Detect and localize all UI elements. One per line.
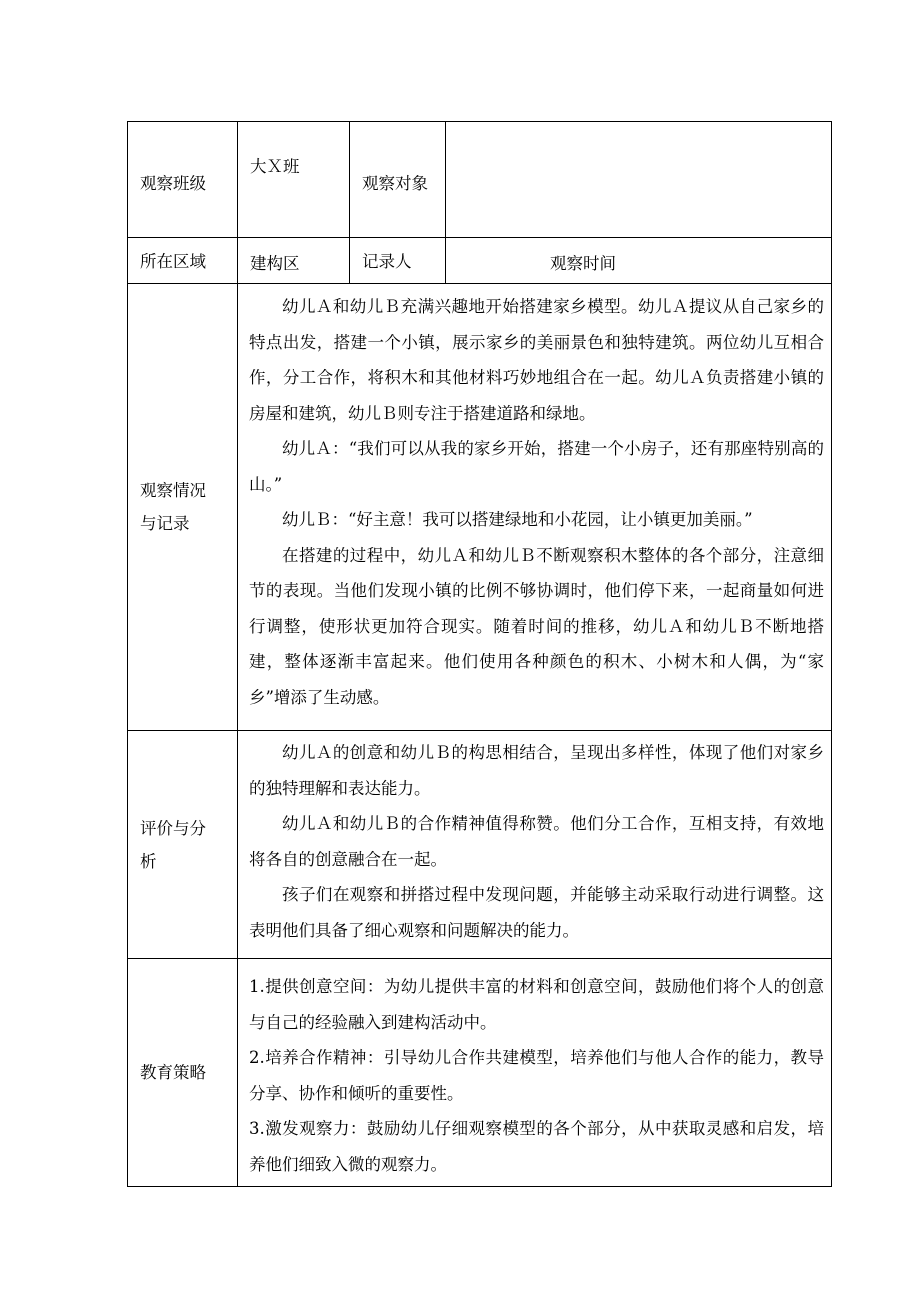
class-value: 大Ｘ班 <box>250 157 300 176</box>
subject-value-cell <box>446 122 832 238</box>
observation-paragraph: 幼儿Ｂ：“好主意！我可以搭建绿地和小花园，让小镇更加美丽。” <box>282 510 753 529</box>
observation-paragraph: 幼儿Ａ：“我们可以从我的家乡开始，搭建一个小房子，还有那座特别高的山。” <box>249 439 824 494</box>
observation-paragraph: 幼儿Ａ和幼儿Ｂ充满兴趣地开始搭建家乡模型。幼儿Ａ提议从自己家乡的特点出发，搭建一个小镇，展示家乡的美丽景色和独特建筑。两位幼儿互相合作，分工合作，将积木和其他材料巧妙地组合在一起。幼儿Ａ负责搭建小镇的房屋和建筑，幼儿Ｂ则专注于搭建道路和绿地。 <box>249 297 824 423</box>
table-row-area <box>128 238 832 284</box>
area-label-cell <box>128 238 238 284</box>
observation-table <box>127 121 832 1187</box>
recorder-label-cell <box>350 238 446 284</box>
evaluation-content-cell <box>238 731 832 959</box>
observation-paragraph: 在搭建的过程中，幼儿Ａ和幼儿Ｂ不断观察积木整体的各个部分，注意细节的表现。当他们发现小镇的比例不够协调时，他们停下来，一起商量如何进行调整，使形状更加符合现实。随着时间的推移，幼儿Ａ和幼儿Ｂ不断地搭建，整体逐渐丰富起来。他们使用各种颜色的积木、小树木和人偶，为“家乡”增添了生动感。 <box>249 545 824 707</box>
strategy-item: 2.培养合作精神：引导幼儿合作共建模型，培养他们与他人合作的能力，教导分享、协作和倾听的重要性。 <box>249 1048 824 1103</box>
evaluation-paragraph: 幼儿Ａ和幼儿Ｂ的合作精神值得称赞。他们分工合作，互相支持，有效地将各自的创意融合在一起。 <box>249 814 824 869</box>
subject-label: 观察对象 <box>362 174 428 193</box>
class-label: 观察班级 <box>140 174 206 193</box>
observation-label-line2: 与记录 <box>140 514 190 533</box>
area-value: 建构区 <box>250 253 300 273</box>
area-label: 所在区域 <box>140 252 206 271</box>
table-row-strategy <box>128 959 832 1187</box>
time-label: 观察时间 <box>550 253 616 273</box>
strategy-content-cell <box>238 959 832 1187</box>
time-label-cell <box>446 238 832 284</box>
table-row-evaluation <box>128 731 832 959</box>
area-value-cell <box>238 238 350 284</box>
evaluation-paragraph: 孩子们在观察和拼搭过程中发现问题，并能够主动采取行动进行调整。这表明他们具备了细心观察和问题解决的能力。 <box>249 885 824 940</box>
strategy-label: 教育策略 <box>140 1063 206 1082</box>
observation-content-cell <box>238 284 832 731</box>
evaluation-label-line2: 析 <box>140 851 157 871</box>
observation-label-cell <box>128 284 238 731</box>
table-row-observation <box>128 284 832 731</box>
observation-record-sheet <box>127 121 831 1187</box>
strategy-label-cell <box>128 959 238 1187</box>
observation-label-line1: 观察情况 <box>140 481 206 500</box>
class-value-cell <box>238 122 350 238</box>
subject-label-cell <box>350 122 446 238</box>
evaluation-paragraph: 幼儿Ａ的创意和幼儿Ｂ的构思相结合，呈现出多样性，体现了他们对家乡的独特理解和表达能力。 <box>249 743 824 798</box>
class-label-cell <box>128 122 238 238</box>
strategy-item: 1.提供创意空间：为幼儿提供丰富的材料和创意空间，鼓励他们将个人的创意与自己的经验融入到建构活动中。 <box>249 977 824 1032</box>
table-row-class <box>128 122 832 238</box>
strategy-item: 3.激发观察力：鼓励幼儿仔细观察模型的各个部分，从中获取灵感和启发，培养他们细致入微的观察力。 <box>249 1119 824 1174</box>
evaluation-label-line1: 评价与分 <box>140 818 206 838</box>
evaluation-label-cell <box>128 731 238 959</box>
recorder-label: 记录人 <box>362 252 412 271</box>
